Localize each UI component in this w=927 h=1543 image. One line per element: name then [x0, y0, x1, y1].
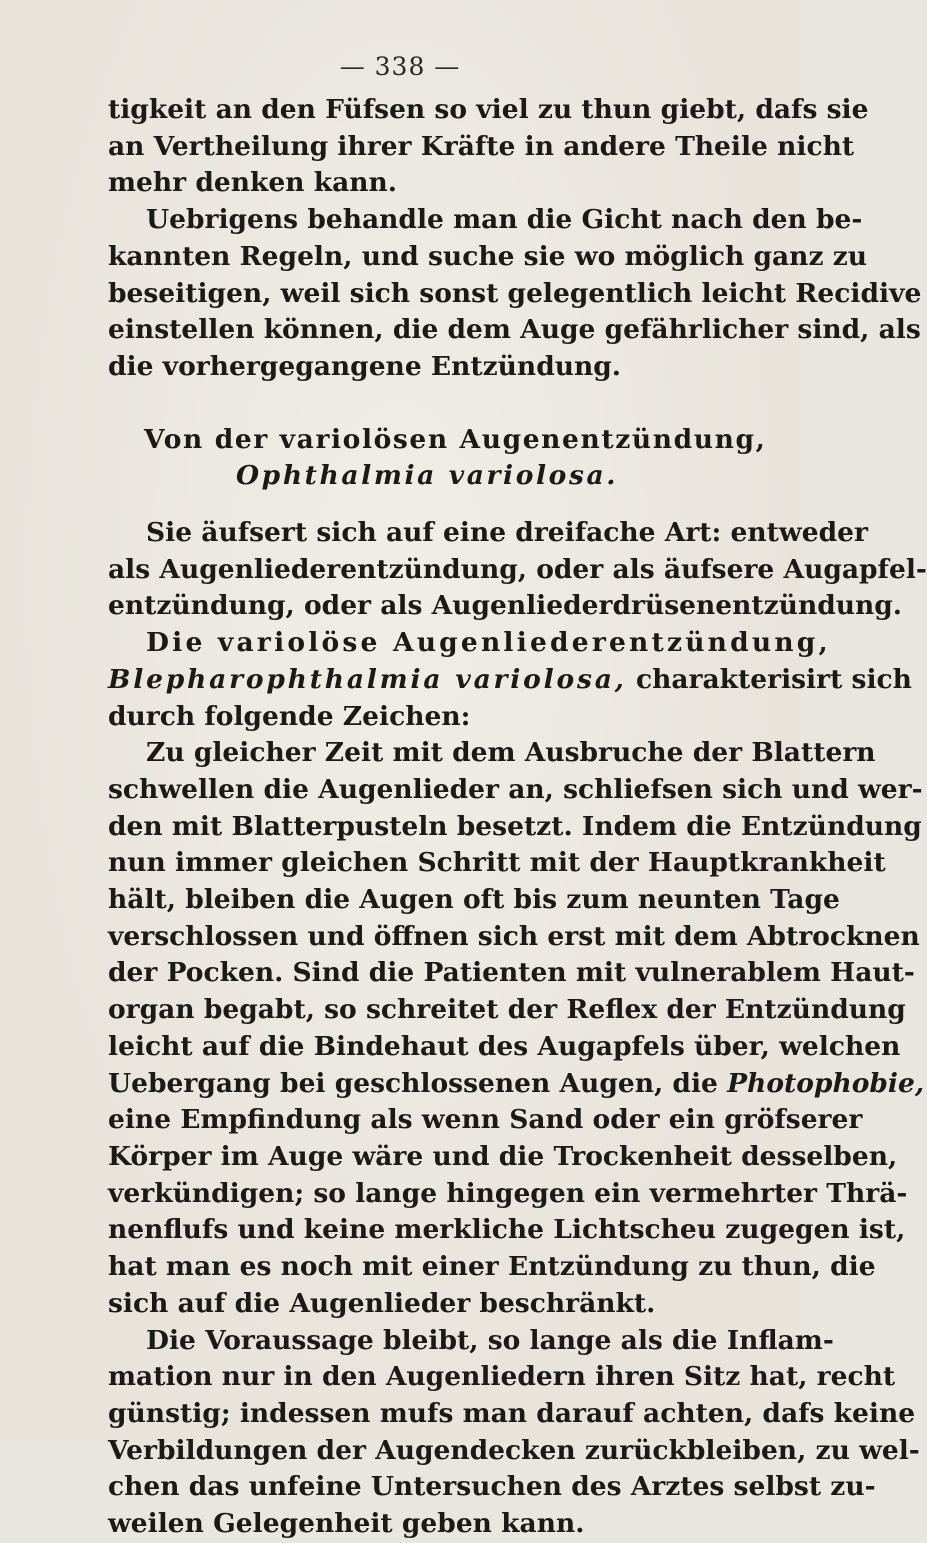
heading-latin-title: Ophthalmia variolosa. [236, 460, 619, 492]
paragraph-2 [108, 202, 922, 386]
text-line [108, 662, 912, 699]
text-line: eine Empfindung als wenn Sand oder ein gröfserer [108, 1104, 863, 1136]
page-text [108, 92, 927, 1543]
paragraph-4 [108, 625, 912, 735]
heading-gap [108, 495, 736, 515]
text-line: weilen Gelegenheit geben kann. [108, 1508, 585, 1540]
text-line: als Augenliederentzündung, oder als äufsere Augapfel- [108, 553, 927, 585]
paragraph-6 [108, 1323, 920, 1543]
text-line: Zu gleicher Zeit mit dem Ausbruche der Blattern [146, 737, 876, 769]
text-line: chen das unfeine Untersuchen des Arztes selbst zu- [108, 1471, 876, 1503]
latin-term: Photophobie, [727, 1067, 925, 1099]
latin-term: Blepharophthalmia variolosa, [108, 663, 627, 695]
text-line: Verbildungen der Augendecken zurückbleiben, zu wel- [108, 1434, 920, 1466]
section-gap [108, 386, 736, 422]
text-line: den mit Blatterpusteln besetzt. Indem die Entzündung [108, 810, 922, 842]
text-line: beseitigen, weil sich sonst gelegentlich leicht Recidive [108, 277, 922, 309]
text-line: sich auf die Augenlieder beschränkt. [108, 1287, 656, 1319]
text-line: Körper im Auge wäre und die Trockenheit desselben, [108, 1140, 898, 1172]
text-line: entzündung, oder als Augenliederdrüsenentzündung. [108, 590, 903, 622]
text-line: nun immer gleichen Schritt mit der Hauptkrankheit [108, 847, 886, 879]
text-run: Uebergang bei geschlossenen Augen, die [108, 1067, 728, 1099]
page-number: — 338 — [339, 52, 461, 81]
text-line: leicht auf die Bindehaut des Augapfels über, welchen [108, 1030, 901, 1062]
text-line: Sie äufsert sich auf eine dreifache Art: entweder [146, 517, 868, 549]
text-line: hält, bleiben die Augen oft bis zum neunten Tage [108, 884, 840, 916]
text-line: an Vertheilung ihrer Kräfte in andere Theile nicht [108, 130, 855, 162]
text-line: durch folgende Zeichen: [108, 700, 471, 732]
text-line: mehr denken kann. [108, 167, 398, 199]
text-line: mation nur in den Augenliedern ihren Sitz hat, recht [108, 1361, 896, 1393]
text-line: schwellen die Augenlieder an, schliefsen sich und wer- [108, 773, 923, 805]
paragraph-5 [108, 735, 925, 1322]
text-line: die vorhergegangene Entzündung. [108, 350, 622, 382]
text-line-spaced: Die variolöse Augenliederentzündung, [146, 627, 831, 659]
text-line: kannten Regeln, und suche sie wo möglich ganz zu [108, 240, 868, 272]
text-line: verschlossen und öffnen sich erst mit dem Abtrocknen [108, 920, 920, 952]
text-line: nenflufs und keine merkliche Lichtscheu zugegen ist, [108, 1214, 906, 1246]
text-line: Die Voraussage bleibt, so lange als die Inflam- [146, 1324, 834, 1356]
section-heading [108, 422, 767, 495]
text-line: organ begabt, so schreitet der Reflex der Entzündung [108, 994, 906, 1026]
text-line [108, 1066, 925, 1103]
heading-title: Von der variolösen Augenentzündung, [144, 423, 767, 455]
text-run: charakterisirt sich [626, 663, 912, 695]
paragraph-1 [108, 92, 869, 202]
text-line: verkündigen; so lange hingegen ein vermehrter Thrä- [108, 1177, 908, 1209]
text-line: tigkeit an den Füfsen so viel zu thun giebt, dafs sie [108, 94, 869, 125]
text-line: der Pocken. Sind die Patienten mit vulnerablem Haut- [108, 957, 915, 989]
text-line: Uebrigens behandle man die Gicht nach den be- [146, 204, 863, 236]
text-line: günstig; indessen mufs man darauf achten, dafs keine [108, 1397, 916, 1429]
paragraph-3 [108, 515, 927, 625]
text-line: hat man es noch mit einer Entzündung zu thun, die [108, 1251, 876, 1283]
text-line: einstellen können, die dem Auge gefährlicher sind, als [108, 314, 921, 346]
